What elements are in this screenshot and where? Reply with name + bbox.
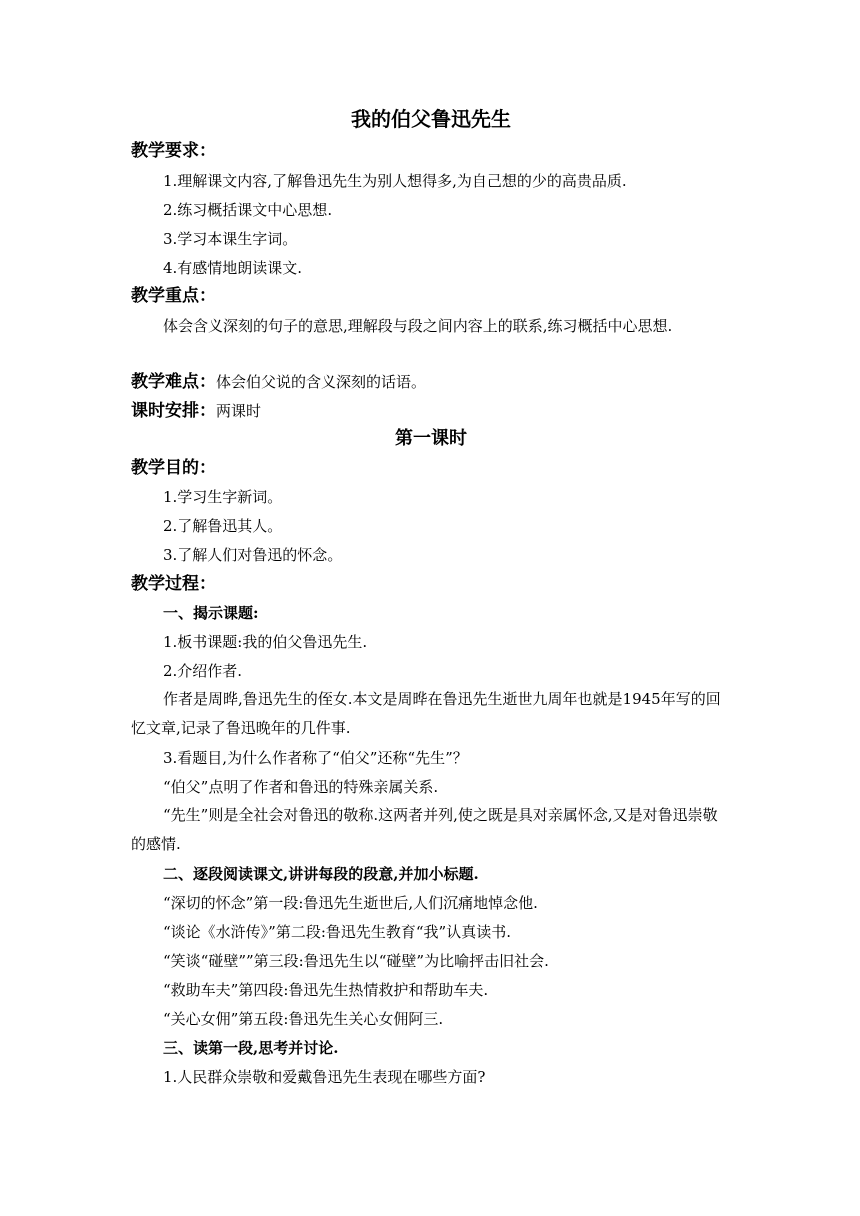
objective-item: 2.了解鲁迅其人。 [163,517,283,535]
section2-title: 二、逐段阅读课文,讲讲每段的段意,并加小标题. [163,865,479,883]
objectives-heading: 教学目的： [131,458,216,478]
key-points-text: 体会含义深刻的句子的意思,理解段与段之间内容上的联系,练习概括中心思想. [163,317,673,335]
section1-title: 一、揭示课题: [163,604,259,622]
schedule-line [131,400,261,422]
section1-item: 2.介绍作者. [163,662,243,680]
section3-item: 1.人民群众崇敬和爱戴鲁迅先生表现在哪些方面? [163,1068,486,1086]
section2-item: “关心女佣”第五段:鲁迅先生关心女佣阿三. [163,1010,444,1028]
requirement-item: 3.学习本课生字词。 [163,230,298,248]
schedule-heading: 课时安排： [131,401,216,421]
difficulty-text: 体会伯父说的含义深刻的话语。 [216,373,427,391]
requirements-heading: 教学要求： [131,141,216,161]
section2-item: “救助车夫”第四段:鲁迅先生热情救护和帮助车夫. [163,981,489,999]
section2-item: “笑谈“碰壁””第三段:鲁迅先生以“碰壁”为比喻抨击旧社会. [163,952,549,970]
requirement-item: 2.练习概括课文中心思想. [163,201,333,219]
requirement-item: 1.理解课文内容,了解鲁迅先生为别人想得多,为自己想的少的高贵品质. [163,172,627,190]
objective-item: 3.了解人们对鲁迅的怀念。 [163,546,343,564]
lesson-title: 第一课时 [395,428,467,449]
process-heading: 教学过程： [131,574,216,594]
section1-item: 1.板书课题:我的伯父鲁迅先生. [163,633,368,651]
section1-item: 3.看题目,为什么作者称了“伯父”还称“先生”？ [163,749,468,767]
document-title: 我的伯父鲁迅先生 [351,107,511,131]
difficulty-heading: 教学难点： [131,372,216,392]
section3-title: 三、读第一段,思考并讨论. [163,1039,339,1057]
requirement-item: 4.有感情地朗读课文. [163,259,303,277]
section1-paragraph: 作者是周晔,鲁迅先生的侄女.本文是周晔在鲁迅先生逝世九周年也就是1945年写的回忆文章,记录了鲁迅晚年的几件事. [131,690,721,737]
key-points-heading: 教学重点： [131,286,216,306]
difficulty-line [131,371,426,393]
section1-paragraph: “先生”则是全社会对鲁迅的敬称.这两者并列,使之既是具对亲属怀念,又是对鲁迅崇敬的感情. [131,806,718,853]
objective-item: 1.学习生字新词。 [163,488,283,506]
section2-item: “谈论《水浒传》”第二段:鲁迅先生教育“我”认真读书. [163,923,511,941]
section2-item: “深切的怀念”第一段:鲁迅先生逝世后,人们沉痛地悼念他. [163,894,538,912]
section1-paragraph: “伯父”点明了作者和鲁迅的特殊亲属关系. [163,778,439,796]
schedule-text: 两课时 [216,402,262,420]
